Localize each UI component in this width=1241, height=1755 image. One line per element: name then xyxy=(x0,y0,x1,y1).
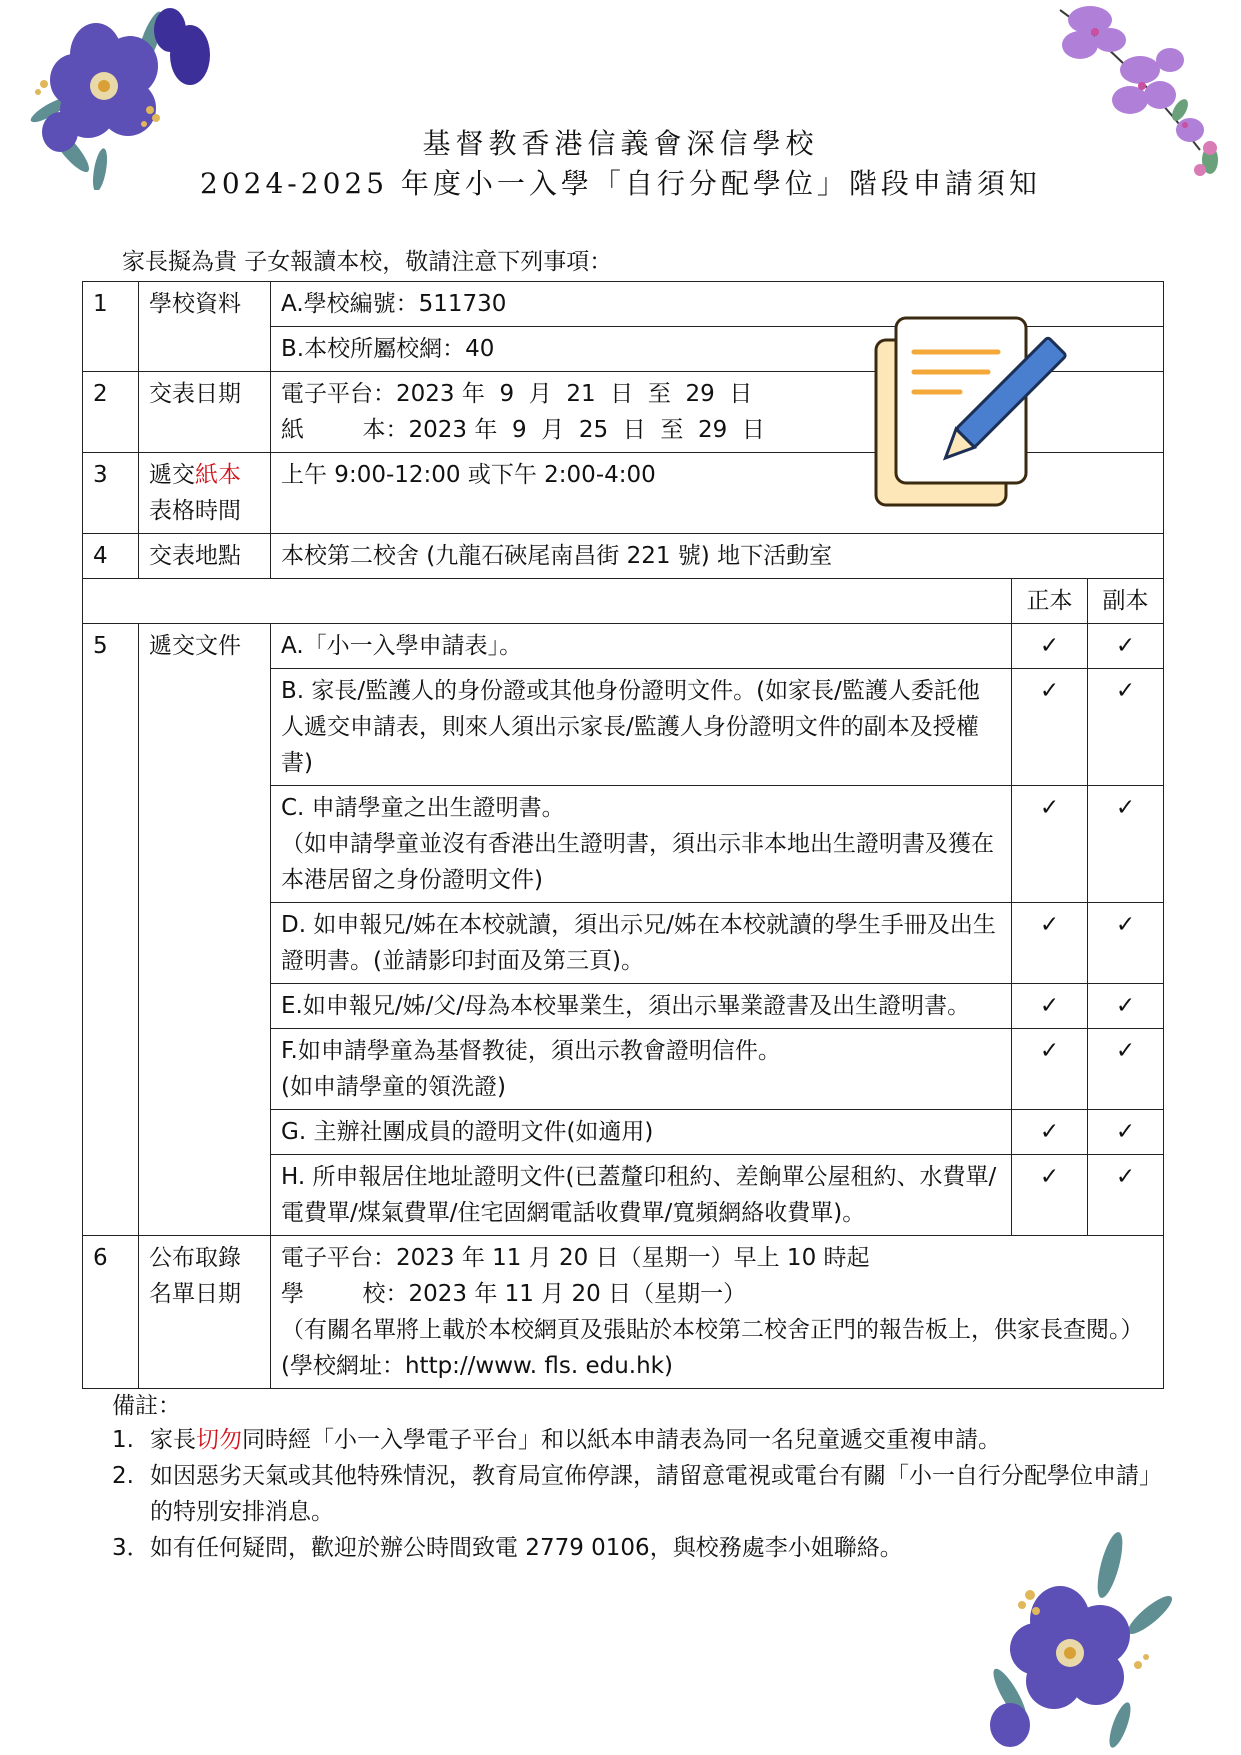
check-icon: ✓ xyxy=(1087,1155,1163,1236)
row-label: 交表地點 xyxy=(139,534,271,579)
notes-list xyxy=(112,1422,1152,1566)
copy-column-header: 副本 xyxy=(1087,579,1163,624)
paper-dates: 紙 本：2023 年 9 月 25 日 至 29 日 xyxy=(281,417,765,443)
row-number: 3 xyxy=(83,453,139,534)
note-text: 如有任何疑問，歡迎於辦公時間致電 2779 0106，與校務處李小姐聯絡。 xyxy=(150,1535,903,1561)
note-number: 1. xyxy=(112,1427,134,1453)
check-icon: ✓ xyxy=(1087,1029,1163,1110)
label-text: 遞交 xyxy=(149,462,195,488)
check-icon: ✓ xyxy=(1087,984,1163,1029)
note-highlight: 切勿 xyxy=(196,1427,242,1453)
document-item: B. 家長/監護人的身份證或其他身份證明文件。(如家長/監護人委託他人遞交申請表，則來人須出示家長/監護人身份證明文件的副本及授權書) xyxy=(271,669,1012,786)
check-icon: ✓ xyxy=(1087,1110,1163,1155)
row-number: 5 xyxy=(83,624,139,1236)
table-row xyxy=(83,534,1164,579)
document-item-note: (如申請學童的領洗證) xyxy=(281,1074,506,1100)
row-label: 交表日期 xyxy=(139,372,271,453)
check-icon: ✓ xyxy=(1011,903,1087,984)
row-label: 學校資料 xyxy=(139,282,271,372)
row-number: 4 xyxy=(83,534,139,579)
submission-location: 本校第二校舍 (九龍石硤尾南昌街 221 號) 地下活動室 xyxy=(271,534,1164,579)
check-icon: ✓ xyxy=(1011,984,1087,1029)
check-icon: ✓ xyxy=(1087,669,1163,786)
submission-time: 上午 9:00-12:00 或下午 2:00-4:00 xyxy=(271,453,1164,534)
eplatform-release: 電子平台：2023 年 11 月 20 日（星期一）早上 10 時起 xyxy=(281,1245,870,1271)
document-title: 2024-2025 年度小一入學「自行分配學位」階段申請須知 xyxy=(200,167,1041,200)
document-item: H. 所申報居住地址證明文件(已蓋釐印租約、差餉單公屋租約、水費單/電費單/煤氣費單/住宅固網電話收費單/寬頻網絡收費單)。 xyxy=(271,1155,1012,1236)
table-row xyxy=(83,579,1164,624)
note-number: 3． xyxy=(112,1535,150,1561)
document-item: G. 主辦社團成員的證明文件(如適用) xyxy=(271,1110,1012,1155)
document-item xyxy=(271,786,1012,903)
row-number: 2 xyxy=(83,372,139,453)
document-item-title: C. 申請學童之出生證明書。 xyxy=(281,795,565,821)
school-code: A.學校編號：511730 xyxy=(271,282,1164,327)
note-text-part: 同時經「小一入學電子平台」和以紙本申請表為同一名兒童遞交重複申請。 xyxy=(242,1427,1001,1453)
document-item: D. 如申報兄/姊在本校就讀，須出示兄/姊在本校就讀的學生手冊及出生證明書。(並請影印封面及第三頁)。 xyxy=(271,903,1012,984)
notes-title: 備註： xyxy=(112,1393,181,1419)
original-column-header: 正本 xyxy=(1011,579,1087,624)
row-label: 遞交文件 xyxy=(139,624,271,1236)
document-item: E.如申報兄/姊/父/母為本校畢業生，須出示畢業證書及出生證明書。 xyxy=(271,984,1012,1029)
label-highlight: 紙本 xyxy=(195,462,241,488)
label-text: 表格時間 xyxy=(149,498,241,524)
document-item-title: F.如申請學童為基督教徒，須出示教會證明信件。 xyxy=(281,1038,781,1064)
table-row xyxy=(83,624,1164,669)
check-icon: ✓ xyxy=(1011,1029,1087,1110)
note-text-part: 家長 xyxy=(150,1427,196,1453)
check-icon: ✓ xyxy=(1011,786,1087,903)
table-row xyxy=(83,1236,1164,1389)
check-icon: ✓ xyxy=(1087,624,1163,669)
admission-list-dates xyxy=(271,1236,1164,1389)
note-item xyxy=(112,1530,1152,1566)
clipboard-pen-icon xyxy=(870,312,1070,512)
check-icon: ✓ xyxy=(1011,624,1087,669)
document-item-note: （如申請學童並沒有香港出生證明書，須出示非本地出生證明書及獲在本港居留之身份證明文件) xyxy=(281,831,994,893)
note-number: 2. xyxy=(112,1463,134,1489)
release-note: （有關名單將上載於本校網頁及張貼於本校第二校舍正門的報告板上，供家長查閱。）(學校網址：http://www. fls. edu.hk) xyxy=(281,1317,1144,1379)
eplatform-dates: 電子平台：2023 年 9 月 21 日 至 29 日 xyxy=(281,381,753,407)
school-release: 學 校：2023 年 11 月 20 日（星期一） xyxy=(281,1281,747,1307)
check-icon: ✓ xyxy=(1011,669,1087,786)
row-label xyxy=(139,453,271,534)
school-net: B.本校所屬校網：40 xyxy=(271,327,1164,372)
row-number: 6 xyxy=(83,1236,139,1389)
check-icon: ✓ xyxy=(1087,786,1163,903)
note-text: 如因惡劣天氣或其他特殊情況，教育局宣佈停課，請留意電視或電台有關「小一自行分配學位申請」的特別安排消息。 xyxy=(150,1463,1151,1525)
row-number: 1 xyxy=(83,282,139,372)
note-item xyxy=(112,1458,1152,1530)
check-icon: ✓ xyxy=(1087,903,1163,984)
note-item xyxy=(112,1422,1152,1458)
document-item xyxy=(271,1029,1012,1110)
check-icon: ✓ xyxy=(1011,1110,1087,1155)
note-text xyxy=(150,1422,1001,1458)
document-item: A.「小一入學申請表」。 xyxy=(271,624,1012,669)
intro-text: 家長擬為貴 子女報讀本校，敬請注意下列事項： xyxy=(122,249,613,275)
check-icon: ✓ xyxy=(1011,1155,1087,1236)
school-name-title: 基督教香港信義會深信學校 xyxy=(422,127,819,160)
row-label: 公布取錄名單日期 xyxy=(139,1236,271,1389)
